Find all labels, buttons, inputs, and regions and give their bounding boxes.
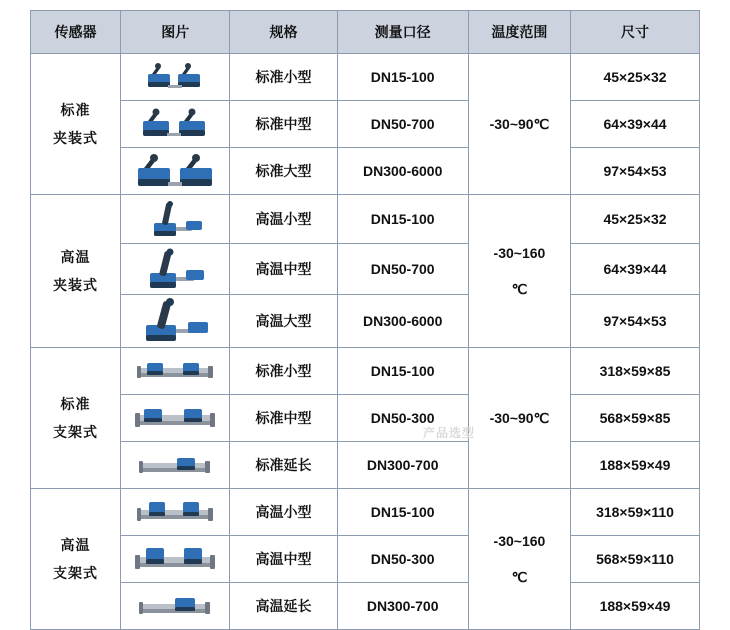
temperature-cell-standard-rail xyxy=(468,348,570,489)
header-row xyxy=(31,11,700,54)
size-cell: 568×59×85 xyxy=(571,395,700,442)
model-cell: 高温延长 xyxy=(230,583,337,630)
caliber-cell: DN300-6000 xyxy=(337,295,468,348)
caliber-cell: DN300-6000 xyxy=(337,148,468,195)
temperature-line1: -30~160 xyxy=(493,245,546,261)
model-cell: 高温小型 xyxy=(230,489,337,536)
model-cell: 高温中型 xyxy=(230,536,337,583)
size-cell: 97×54×53 xyxy=(571,295,700,348)
table-row xyxy=(31,54,700,101)
sensor-cell-high-temp-clamp xyxy=(31,195,121,348)
sensor-label-line2: 夹装式 xyxy=(53,130,98,146)
model-cell: 标准中型 xyxy=(230,395,337,442)
size-cell: 45×25×32 xyxy=(571,195,700,244)
caliber-cell: DN300-700 xyxy=(337,442,468,489)
ht-clamp-small-icon xyxy=(122,197,228,241)
rail-medium-icon xyxy=(122,397,228,439)
clamp-large-icon xyxy=(122,150,228,192)
temperature-line1: -30~160 xyxy=(493,533,546,549)
picture-cell xyxy=(121,244,230,295)
header-sensor: 传感器 xyxy=(31,11,121,54)
sensor-label-line1: 高温 xyxy=(60,249,91,265)
table-row xyxy=(31,583,700,630)
size-cell: 97×54×53 xyxy=(571,148,700,195)
table-body xyxy=(31,54,700,630)
table-row xyxy=(31,489,700,536)
temperature-cell-standard-clamp xyxy=(468,54,570,195)
caliber-cell: DN15-100 xyxy=(337,195,468,244)
temperature-cell-high-temp-clamp xyxy=(468,195,570,348)
rail-small-icon xyxy=(122,350,228,392)
caliber-cell: DN50-700 xyxy=(337,101,468,148)
picture-cell xyxy=(121,583,230,630)
table-row xyxy=(31,348,700,395)
ht-clamp-large-icon xyxy=(122,297,228,345)
temperature-line2: ℃ xyxy=(511,569,528,585)
caliber-cell: DN300-700 xyxy=(337,583,468,630)
table-row xyxy=(31,101,700,148)
model-cell: 标准中型 xyxy=(230,101,337,148)
caliber-cell: DN50-300 xyxy=(337,395,468,442)
table-row xyxy=(31,536,700,583)
model-cell: 标准小型 xyxy=(230,348,337,395)
model-cell: 高温小型 xyxy=(230,195,337,244)
table-row xyxy=(31,244,700,295)
sensor-label-line1: 标准 xyxy=(60,396,91,412)
sensor-label-line2: 支架式 xyxy=(53,424,98,440)
sensor-label-line2: 支架式 xyxy=(53,565,98,581)
header-caliber: 测量口径 xyxy=(337,11,468,54)
size-cell: 568×59×110 xyxy=(571,536,700,583)
caliber-cell: DN50-300 xyxy=(337,536,468,583)
picture-cell xyxy=(121,148,230,195)
header-temperature: 温度范围 xyxy=(468,11,570,54)
clamp-medium-icon xyxy=(122,103,228,145)
picture-cell xyxy=(121,54,230,101)
specification-table xyxy=(30,10,700,630)
caliber-cell: DN50-700 xyxy=(337,244,468,295)
sensor-cell-high-temp-rail xyxy=(31,489,121,630)
sensor-cell-standard-clamp xyxy=(31,54,121,195)
clamp-small-icon xyxy=(122,56,228,98)
size-cell: 188×59×49 xyxy=(571,583,700,630)
watermark-text: 产品选型 xyxy=(423,426,476,440)
model-cell: 标准延长 xyxy=(230,442,337,489)
header-spec: 规格 xyxy=(230,11,337,54)
table-row xyxy=(31,195,700,244)
picture-cell xyxy=(121,101,230,148)
ht-rail-small-icon xyxy=(122,491,228,533)
table-row xyxy=(31,295,700,348)
table-row xyxy=(31,442,700,489)
temperature-line1: -30~90℃ xyxy=(489,410,550,426)
size-cell: 188×59×49 xyxy=(571,442,700,489)
size-cell: 318×59×85 xyxy=(571,348,700,395)
size-cell: 318×59×110 xyxy=(571,489,700,536)
temperature-cell-high-temp-rail xyxy=(468,489,570,630)
picture-cell xyxy=(121,489,230,536)
picture-cell xyxy=(121,195,230,244)
header-size: 尺寸 xyxy=(571,11,700,54)
ht-rail-ext-icon xyxy=(122,585,228,627)
size-cell: 45×25×32 xyxy=(571,54,700,101)
table-header xyxy=(31,11,700,54)
picture-cell xyxy=(121,395,230,442)
ht-rail-medium-icon xyxy=(122,538,228,580)
table-row xyxy=(31,148,700,195)
picture-cell xyxy=(121,348,230,395)
sensor-label-line1: 高温 xyxy=(60,537,91,553)
caliber-cell: DN15-100 xyxy=(337,348,468,395)
model-cell: 高温大型 xyxy=(230,295,337,348)
caliber-cell: DN15-100 xyxy=(337,54,468,101)
ht-clamp-medium-icon xyxy=(122,246,228,292)
picture-cell xyxy=(121,536,230,583)
caliber-cell: DN15-100 xyxy=(337,489,468,536)
sensor-cell-standard-rail xyxy=(31,348,121,489)
header-picture: 图片 xyxy=(121,11,230,54)
sensor-label-line1: 标准 xyxy=(60,102,91,118)
size-cell: 64×39×44 xyxy=(571,244,700,295)
picture-cell xyxy=(121,442,230,489)
rail-ext-icon xyxy=(122,444,228,486)
picture-cell xyxy=(121,295,230,348)
table-row xyxy=(31,395,700,442)
model-cell: 标准小型 xyxy=(230,54,337,101)
temperature-line2: ℃ xyxy=(511,281,528,297)
size-cell: 64×39×44 xyxy=(571,101,700,148)
model-cell: 标准大型 xyxy=(230,148,337,195)
temperature-line1: -30~90℃ xyxy=(489,116,550,132)
sensor-label-line2: 夹装式 xyxy=(53,277,98,293)
model-cell: 高温中型 xyxy=(230,244,337,295)
